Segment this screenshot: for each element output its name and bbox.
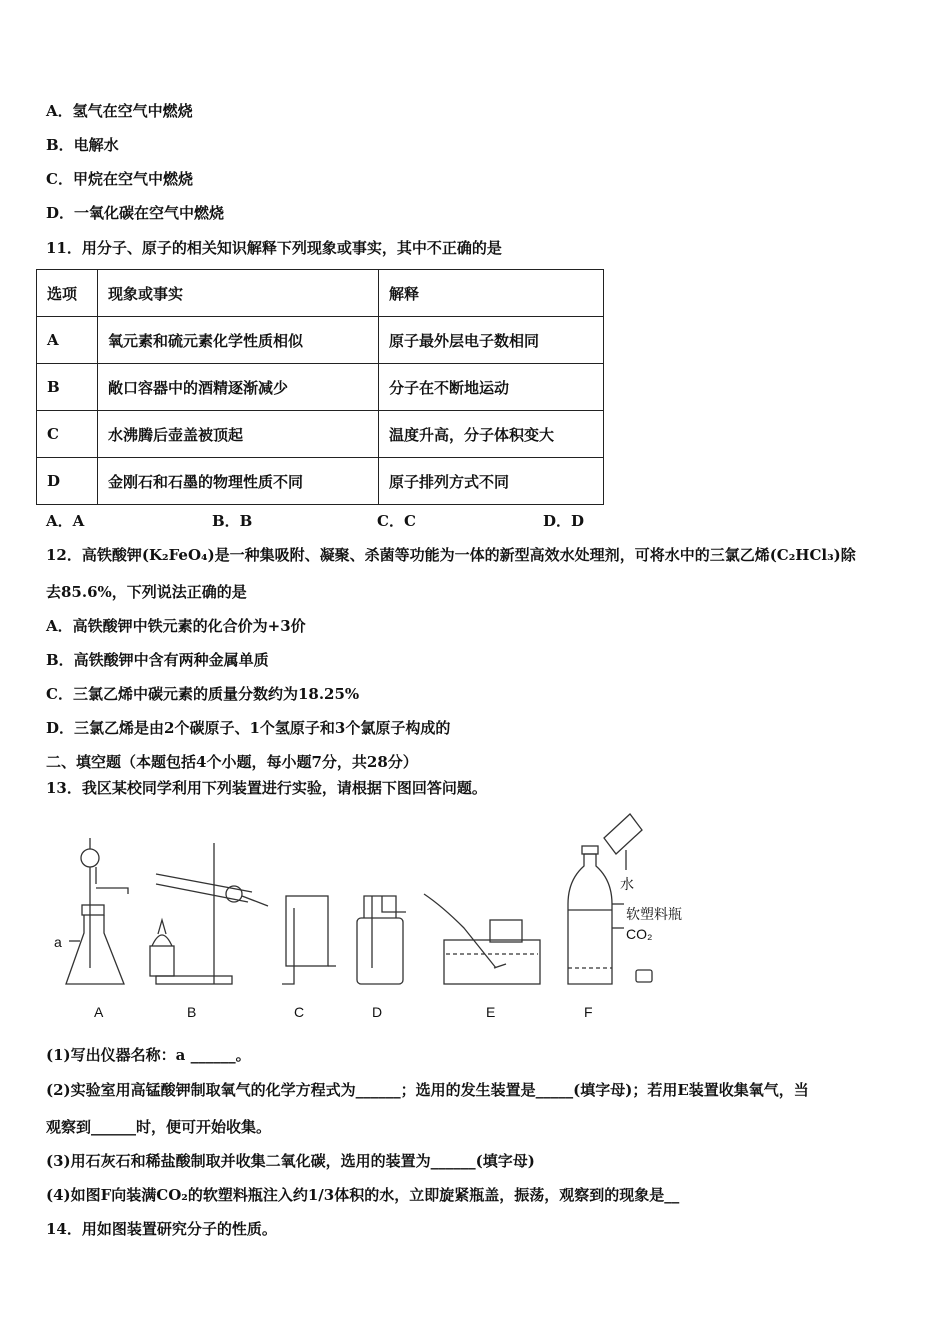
table-cell: C	[37, 411, 98, 458]
table-cell: B	[37, 364, 98, 411]
q12-option-a: A．高铁酸钾中铁元素的化合价为+3价	[46, 617, 306, 635]
q11-option-a: A．A	[46, 512, 85, 530]
table-row	[37, 317, 604, 364]
q11-table	[36, 269, 604, 505]
table-cell: 敞口容器中的酒精逐渐减少	[98, 364, 379, 411]
q13-part2-line2: 观察到______时，便可开始收集。	[46, 1118, 272, 1136]
apparatus-b-icon	[150, 843, 268, 984]
table-cell: 氧元素和硫元素化学性质相似	[98, 317, 379, 364]
table-cell: 分子在不断地运动	[379, 364, 604, 411]
table-cell: 金刚石和石墨的物理性质不同	[98, 458, 379, 505]
apparatus-label-a: A	[94, 1004, 104, 1020]
label-part-a: a	[54, 934, 62, 950]
apparatus-e-icon	[424, 894, 540, 984]
label-bottle: 软塑料瓶	[626, 906, 682, 922]
table-cell: A	[37, 317, 98, 364]
label-water: 水	[620, 876, 634, 892]
table-row	[37, 411, 604, 458]
q13-part1: (1)写出仪器名称：a ______。	[46, 1046, 251, 1064]
q12-stem-line2: 去85.6%，下列说法正确的是	[46, 583, 247, 601]
q14-stem: 14．用如图装置研究分子的性质。	[46, 1220, 277, 1238]
table-row	[37, 458, 604, 505]
label-co2: CO₂	[626, 926, 653, 942]
table-cell: 原子最外层电子数相同	[379, 317, 604, 364]
q11-stem: 11．用分子、原子的相关知识解释下列现象或事实，其中不正确的是	[46, 239, 502, 257]
apparatus-drawing	[44, 808, 724, 1028]
section-heading: 二、填空题（本题包括4个小题，每小题7分，共28分）	[46, 753, 418, 771]
table-row	[37, 364, 604, 411]
q11-option-c: C．C	[377, 512, 416, 530]
table-cell: 温度升高，分子体积变大	[379, 411, 604, 458]
table-cell: 水沸腾后壶盖被顶起	[98, 411, 379, 458]
apparatus-label-b: B	[187, 1004, 197, 1020]
q12-option-d: D．三氯乙烯是由2个碳原子、1个氢原子和3个氯原子构成的	[46, 719, 451, 737]
q12-stem-line1: 12．高铁酸钾(K₂FeO₄)是一种集吸附、凝聚、杀菌等功能为一体的新型高效水处理剂，可将水中的三氯乙烯(C₂HCl₃)除	[46, 546, 856, 564]
apparatus-d-icon	[357, 896, 406, 984]
table-header: 解释	[379, 270, 604, 317]
apparatus-label-c: C	[294, 1004, 305, 1020]
q12-option-b: B．高铁酸钾中含有两种金属单质	[46, 651, 269, 669]
q10-option-b: B．电解水	[46, 136, 119, 154]
table-header-row	[37, 270, 604, 317]
table-header: 选项	[37, 270, 98, 317]
q10-option-a: A．氢气在空气中燃烧	[46, 102, 193, 120]
q13-part4: (4)如图F向装满CO₂的软塑料瓶注入约1/3体积的水，立即旋紧瓶盖，振荡，观察到的现象是__	[46, 1186, 680, 1204]
table-cell: 原子排列方式不同	[379, 458, 604, 505]
apparatus-figure	[44, 808, 724, 1028]
table-cell: D	[37, 458, 98, 505]
q10-option-c: C．甲烷在空气中燃烧	[46, 170, 193, 188]
q11-option-b: B．B	[212, 512, 253, 530]
apparatus-a-icon	[66, 838, 128, 984]
table-header: 现象或事实	[98, 270, 379, 317]
q11-options	[46, 510, 606, 530]
apparatus-label-e: E	[486, 1004, 496, 1020]
q13-part3: (3)用石灰石和稀盐酸制取并收集二氧化碳，选用的装置为______(填字母)	[46, 1152, 535, 1170]
q11-option-d: D．D	[543, 512, 585, 530]
apparatus-c-icon	[282, 896, 336, 984]
apparatus-label-f: F	[584, 1004, 593, 1020]
apparatus-label-d: D	[372, 1004, 383, 1020]
q13-stem: 13．我区某校同学利用下列装置进行实验，请根据下图回答问题。	[46, 779, 487, 797]
q13-part2-line1: (2)实验室用高锰酸钾制取氧气的化学方程式为______；选用的发生装置是_____(填字母)；若用E装置收集氧气，当	[46, 1081, 809, 1099]
q12-option-c: C．三氯乙烯中碳元素的质量分数约为18.25%	[46, 685, 360, 703]
q10-option-d: D．一氧化碳在空气中燃烧	[46, 204, 225, 222]
apparatus-f-icon	[568, 814, 652, 984]
